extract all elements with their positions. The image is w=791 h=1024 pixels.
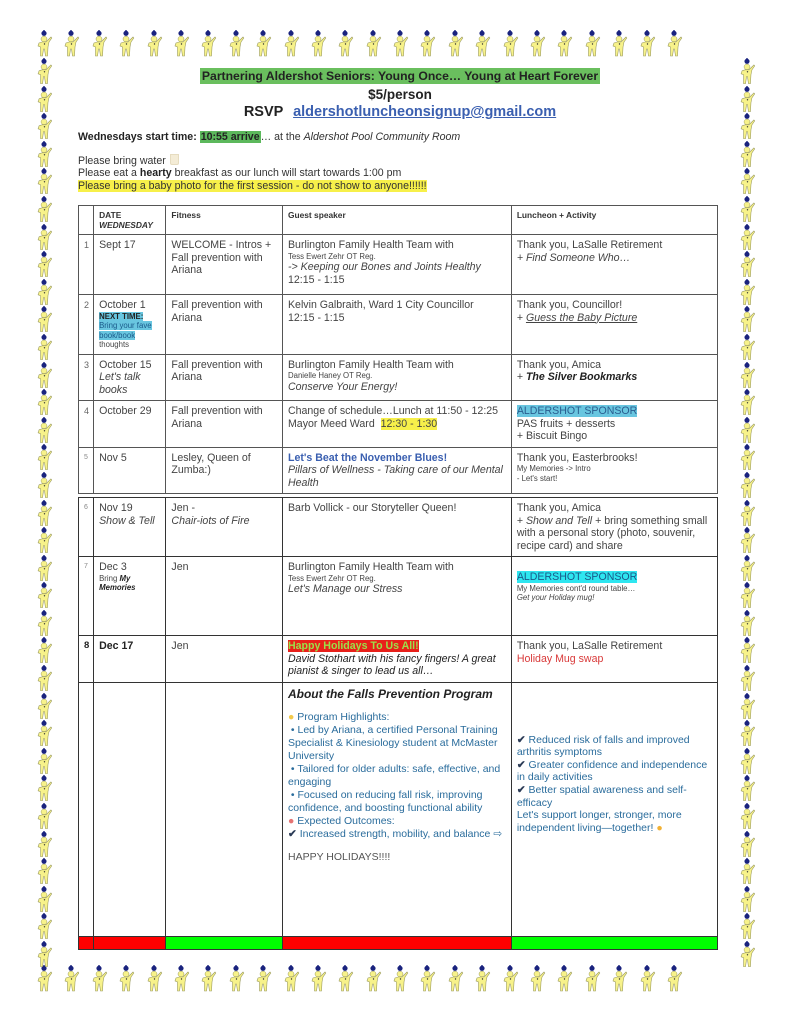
waving-figure-icon (35, 858, 53, 886)
table-row (79, 354, 718, 401)
row-date: Nov 5 (94, 447, 166, 494)
waving-figure-icon (35, 472, 53, 500)
waving-figure-icon (738, 858, 756, 886)
row-fitness: Fall prevention with Ariana (166, 354, 283, 401)
row-luncheon: Thank you, LaSalle Retirement Holiday Mug swap (511, 636, 717, 683)
waving-figure-icon (418, 965, 436, 993)
waving-figure-icon (473, 30, 491, 58)
left-border (35, 58, 53, 969)
row-luncheon: Thank you, Amica + The Silver Bookmarks (511, 354, 717, 401)
table-row (79, 498, 718, 557)
waving-figure-icon (35, 886, 53, 914)
schedule-table-part-2 (78, 497, 718, 950)
waving-figure-icon (638, 30, 656, 58)
waving-figure-icon (738, 941, 756, 969)
header-luncheon: Luncheon + Activity (511, 206, 717, 235)
check-icon: ✔ (287, 827, 297, 840)
waving-figure-icon (391, 965, 409, 993)
row-fitness: Jen - Chair-iots of Fire (166, 498, 283, 557)
program-row (79, 682, 718, 936)
flexed-arm-icon: ● (656, 821, 663, 834)
schedule-table-part-1 (78, 205, 718, 494)
info-block (78, 131, 460, 193)
waving-figure-icon (227, 30, 245, 58)
waving-figure-icon (738, 665, 756, 693)
waving-figure-icon (738, 886, 756, 914)
row-number: 7 (79, 557, 94, 636)
waving-figure-icon (738, 831, 756, 859)
row-date: October 15 Let's talk books (94, 354, 166, 401)
waving-figure-icon (35, 444, 53, 472)
row-fitness: Fall prevention with Ariana (166, 295, 283, 355)
row-luncheon: ALDERSHOT SPONSOR My Memories cont'd round table… Get your Holiday mug! (511, 557, 717, 636)
right-border (738, 58, 756, 969)
row-date: Dec 17 (94, 636, 166, 683)
waving-figure-icon (35, 965, 53, 993)
top-border (35, 30, 683, 58)
waving-figure-icon (738, 362, 756, 390)
waving-figure-icon (35, 831, 53, 859)
waving-figure-icon (418, 30, 436, 58)
waving-figure-icon (35, 720, 53, 748)
waving-figure-icon (446, 30, 464, 58)
row-date: Nov 19 Show & Tell (94, 498, 166, 557)
color-bar-row (79, 936, 718, 949)
waving-figure-icon (35, 748, 53, 776)
waving-figure-icon (172, 965, 190, 993)
header (80, 67, 720, 120)
row-luncheon: Thank you, Councillor! + Guess the Baby Picture (511, 295, 717, 355)
waving-figure-icon (172, 30, 190, 58)
table-row (79, 401, 718, 448)
table-row (79, 447, 718, 494)
row-date: October 29 (94, 401, 166, 448)
waving-figure-icon (738, 803, 756, 831)
waving-figure-icon (35, 693, 53, 721)
waving-figure-icon (738, 775, 756, 803)
waving-figure-icon (391, 30, 409, 58)
row-number: 5 (79, 447, 94, 494)
row-speaker: Happy Holidays To Us All! David Stothart with his fancy fingers! A great pianist & singer to lead us all… (282, 636, 511, 683)
waving-figure-icon (738, 472, 756, 500)
waving-figure-icon (309, 30, 327, 58)
waving-figure-icon (738, 748, 756, 776)
location: Aldershot Pool Community Room (303, 131, 461, 143)
row-luncheon: Thank you, LaSalle Retirement + Find Someone Who… (511, 235, 717, 295)
waving-figure-icon (254, 965, 272, 993)
waving-figure-icon (35, 389, 53, 417)
row-luncheon: ALDERSHOT SPONSOR PAS fruits + desserts + Biscuit Bingo (511, 401, 717, 448)
waving-figure-icon (738, 113, 756, 141)
row-number: 2 (79, 295, 94, 355)
header-fitness: Fitness (166, 206, 283, 235)
bottom-border (35, 965, 683, 993)
waving-figure-icon (738, 306, 756, 334)
row-fitness: Lesley, Queen of Zumba:) (166, 447, 283, 494)
row-number: 6 (79, 498, 94, 557)
row-speaker: Change of schedule…Lunch at 11:50 - 12:25 Mayor Meed Ward 12:30 - 1:30 (282, 401, 511, 448)
waving-figure-icon (555, 30, 573, 58)
waving-figure-icon (145, 965, 163, 993)
start-label: Wednesdays start time: (78, 131, 197, 143)
baby-photo-note: Please bring a baby photo for the first session - do not show to anyone!!!!!! (78, 180, 427, 192)
waving-figure-icon (35, 86, 53, 114)
row-number: 4 (79, 401, 94, 448)
waving-figure-icon (738, 141, 756, 169)
row-luncheon: Thank you, Easterbrooks! My Memories -> Intro - Let's start! (511, 447, 717, 494)
price: $5/person (368, 87, 432, 102)
row-number: 3 (79, 354, 94, 401)
check-icon: ✔ (516, 758, 526, 771)
waving-figure-icon (35, 334, 53, 362)
waving-figure-icon (35, 941, 53, 969)
table-row (79, 235, 718, 295)
row-fitness: Fall prevention with Ariana (166, 401, 283, 448)
row-speaker: Barb Vollick - our Storyteller Queen! (282, 498, 511, 557)
waving-figure-icon (35, 500, 53, 528)
start-time: 10:55 arrive (200, 131, 260, 143)
row-fitness: Jen (166, 557, 283, 636)
table-row (79, 557, 718, 636)
waving-figure-icon (35, 279, 53, 307)
arrow-right-icon: ⇨ (493, 827, 503, 840)
header-date: DATE WEDNESDAY (94, 206, 166, 235)
water-glass-icon (170, 154, 179, 165)
waving-figure-icon (199, 965, 217, 993)
waving-figure-icon (309, 965, 327, 993)
waving-figure-icon (738, 251, 756, 279)
waving-figure-icon (738, 389, 756, 417)
breakfast-post: breakfast as our lunch will start towards 1:00 pm (174, 167, 402, 179)
color-bar-cell (79, 936, 94, 949)
waving-figure-icon (282, 30, 300, 58)
waving-figure-icon (528, 965, 546, 993)
program-info: About the Falls Prevention Program ● Program Highlights: • Led by Ariana, a certified Personal Training Specialist & Kinesiology student at McMaster University • Tailored for older adults: safe, effective, and engaging • Focused on reducing fall risk, improving confidence, and boosting functional ability ● Expected Outcomes: ✔ Increased strength, mobility, and balance ⇨ HAPPY HOLIDAYS!!!! (282, 682, 511, 936)
header-num (79, 206, 94, 235)
color-bar-cell (94, 936, 166, 949)
color-bar-cell (511, 936, 717, 949)
waving-figure-icon (35, 637, 53, 665)
breakfast-bold: hearty (139, 167, 172, 179)
waving-figure-icon (738, 555, 756, 583)
row-speaker: Let's Beat the November Blues! Pillars of Wellness - Taking care of our Mental Health (282, 447, 511, 494)
waving-figure-icon (738, 913, 756, 941)
waving-figure-icon (738, 279, 756, 307)
waving-figure-icon (35, 306, 53, 334)
page-title: Partnering Aldershot Seniors: Young Once… Young at Heart Forever (201, 69, 599, 83)
color-bar-cell (282, 936, 511, 949)
row-number: 8 (79, 636, 94, 683)
breakfast-pre: Please eat a (78, 167, 137, 179)
waving-figure-icon (62, 965, 80, 993)
closing-text: HAPPY HOLIDAYS!!!! (287, 850, 391, 863)
waving-figure-icon (665, 30, 683, 58)
waving-figure-icon (35, 913, 53, 941)
table-row (79, 636, 718, 683)
row-fitness: Jen (166, 636, 283, 683)
row-speaker: Burlington Family Health Team with Danielle Haney OT Reg. Conserve Your Energy! (282, 354, 511, 401)
waving-figure-icon (35, 168, 53, 196)
waving-figure-icon (364, 965, 382, 993)
waving-figure-icon (117, 965, 135, 993)
waving-figure-icon (199, 30, 217, 58)
waving-figure-icon (610, 965, 628, 993)
waving-figure-icon (90, 965, 108, 993)
waving-figure-icon (738, 637, 756, 665)
program-title: About the Falls Prevention Program (287, 686, 493, 701)
waving-figure-icon (738, 610, 756, 638)
row-date: October 1 NEXT TIME: Bring your fave book/book thoughts (94, 295, 166, 355)
waving-figure-icon (282, 965, 300, 993)
waving-figure-icon (738, 196, 756, 224)
waving-figure-icon (62, 30, 80, 58)
location-prefix: … at the (260, 131, 301, 143)
waving-figure-icon (35, 555, 53, 583)
check-icon: ✔ (516, 733, 526, 746)
waving-figure-icon (35, 224, 53, 252)
sponsor-badge: ALDERSHOT SPONSOR (516, 571, 638, 583)
row-date: Dec 3 Bring My Memories (94, 557, 166, 636)
program-outcomes: ✔ Reduced risk of falls and improved arthritis symptoms ✔ Greater confidence and independence in daily activities ✔ Better spatial awareness and self-efficacy Let's support longer, stronger, more independent living—together! ● (511, 682, 717, 936)
waving-figure-icon (35, 141, 53, 169)
sponsor-badge: ALDERSHOT SPONSOR (516, 405, 638, 417)
waving-figure-icon (35, 582, 53, 610)
waving-figure-icon (473, 965, 491, 993)
rsvp-line (80, 104, 720, 120)
brain-icon: ● (287, 814, 295, 827)
water-note: Please bring water (78, 155, 166, 167)
waving-figure-icon (738, 58, 756, 86)
waving-figure-icon (446, 965, 464, 993)
waving-figure-icon (528, 30, 546, 58)
table-row (79, 295, 718, 355)
waving-figure-icon (35, 58, 53, 86)
waving-figure-icon (738, 417, 756, 445)
waving-figure-icon (35, 196, 53, 224)
waving-figure-icon (35, 803, 53, 831)
waving-figure-icon (555, 965, 573, 993)
rsvp-email-link[interactable]: aldershotluncheonsignup@gmail.com (293, 104, 557, 120)
row-speaker: Burlington Family Health Team with Tess Ewert Zehr OT Reg. -> Keeping our Bones and Joints Healthy 12:15 - 1:15 (282, 235, 511, 295)
waving-figure-icon (117, 30, 135, 58)
waving-figure-icon (35, 610, 53, 638)
waving-figure-icon (501, 30, 519, 58)
row-speaker: Kelvin Galbraith, Ward 1 City Councillor 12:15 - 1:15 (282, 295, 511, 355)
waving-figure-icon (738, 334, 756, 362)
waving-figure-icon (336, 30, 354, 58)
waving-figure-icon (665, 965, 683, 993)
waving-figure-icon (35, 362, 53, 390)
row-fitness: WELCOME - Intros + Fall prevention with Ariana (166, 235, 283, 295)
waving-figure-icon (501, 965, 519, 993)
waving-figure-icon (610, 30, 628, 58)
waving-figure-icon (90, 30, 108, 58)
waving-figure-icon (738, 582, 756, 610)
waving-figure-icon (254, 30, 272, 58)
waving-figure-icon (738, 168, 756, 196)
waving-figure-icon (638, 965, 656, 993)
lightbulb-icon: ● (287, 710, 295, 723)
waving-figure-icon (35, 775, 53, 803)
waving-figure-icon (738, 86, 756, 114)
row-luncheon: Thank you, Amica + Show and Tell + bring something small with a personal story (photo, souvenir, recipe card) and share (511, 498, 717, 557)
waving-figure-icon (35, 113, 53, 141)
header-speaker: Guest speaker (282, 206, 511, 235)
check-icon: ✔ (516, 784, 526, 796)
row-date: Sept 17 (94, 235, 166, 295)
waving-figure-icon (583, 30, 601, 58)
waving-figure-icon (35, 251, 53, 279)
waving-figure-icon (35, 665, 53, 693)
row-speaker: Burlington Family Health Team with Tess Ewert Zehr OT Reg. Let's Manage our Stress (282, 557, 511, 636)
waving-figure-icon (35, 30, 53, 58)
waving-figure-icon (738, 527, 756, 555)
row-number: 1 (79, 235, 94, 295)
color-bar-cell (166, 936, 283, 949)
waving-figure-icon (738, 444, 756, 472)
rsvp-label: RSVP (243, 104, 284, 120)
waving-figure-icon (738, 224, 756, 252)
waving-figure-icon (364, 30, 382, 58)
waving-figure-icon (738, 720, 756, 748)
waving-figure-icon (145, 30, 163, 58)
waving-figure-icon (336, 965, 354, 993)
table-header-row (79, 206, 718, 235)
waving-figure-icon (227, 965, 245, 993)
waving-figure-icon (738, 693, 756, 721)
waving-figure-icon (738, 500, 756, 528)
waving-figure-icon (35, 527, 53, 555)
waving-figure-icon (583, 965, 601, 993)
waving-figure-icon (35, 417, 53, 445)
